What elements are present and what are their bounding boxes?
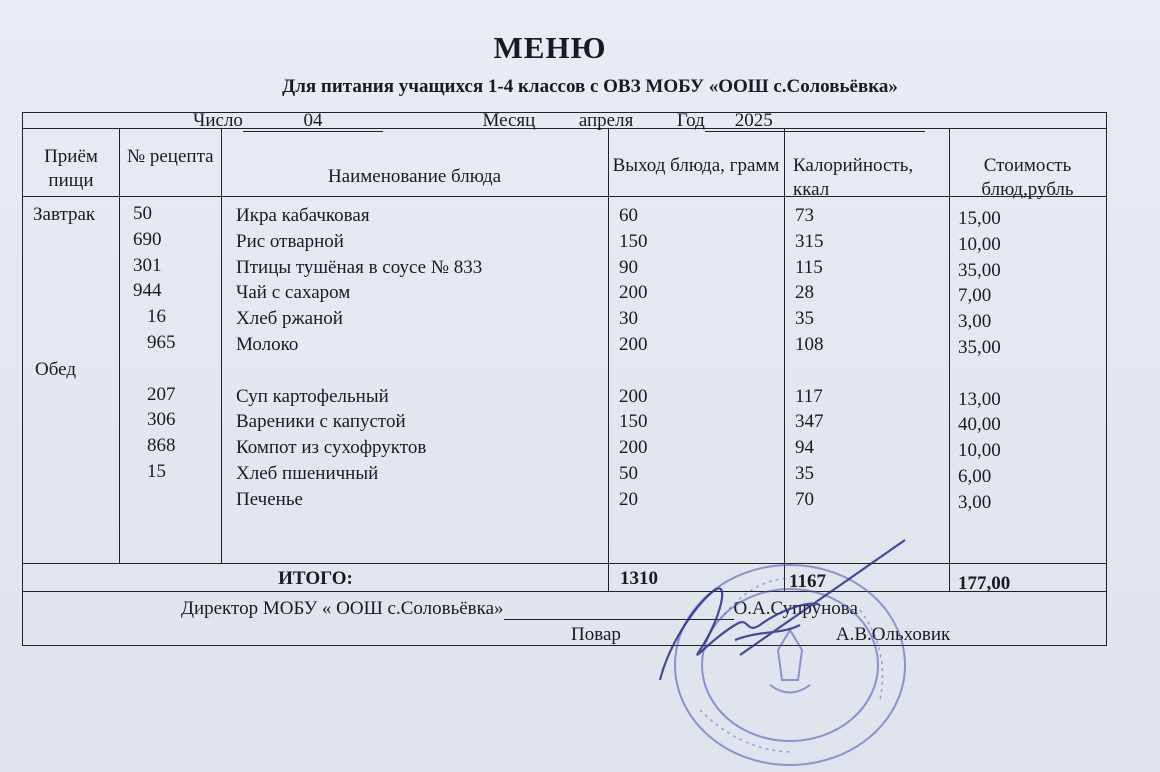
spacer (236, 358, 482, 384)
col-divider-3 (608, 128, 609, 591)
dish-calories: 108 (795, 333, 824, 355)
dish-name: Чай с сахаром (236, 282, 351, 304)
dish-cost: 13,00 (958, 388, 1001, 410)
dish-cost: 10,00 (958, 233, 1001, 255)
col-header-dish: Наименование блюда (327, 166, 502, 187)
official-stamp (640, 530, 910, 770)
dish-name: Печенье (236, 488, 303, 510)
dish-weight: 150 (619, 411, 648, 433)
dish-calories: 347 (795, 411, 824, 433)
dish-weight: 30 (619, 308, 638, 330)
cost-column (958, 206, 1001, 516)
dish-name: Птицы тушёная в соусе № 833 (236, 256, 483, 278)
dish-calories: 94 (795, 437, 814, 459)
spacer (133, 356, 176, 382)
handwritten-signature (660, 540, 905, 680)
stamp-emblem-base (770, 685, 810, 693)
dish-name: Хлеб ржаной (236, 308, 343, 330)
totals-weight: 1310 (620, 568, 658, 589)
recipe-number: 965 (147, 331, 176, 353)
year-label: Год (676, 110, 705, 131)
totals-cost: 177,00 (958, 573, 1011, 594)
recipe-number: 15 (147, 460, 166, 482)
director-name: О.А.Супрунова (733, 598, 858, 619)
dish-cost: 40,00 (958, 414, 1001, 436)
dish-cost: 6,00 (958, 465, 992, 487)
col-divider-2 (221, 128, 222, 563)
stamp-text-marks (700, 578, 883, 752)
calories-column (795, 203, 824, 513)
dish-cost: 35,00 (958, 336, 1001, 358)
director-label: Директор МОБУ « ООШ с.Соловьёвка» (181, 598, 504, 619)
col-header-cost: Стоимость блюд,рубль (981, 155, 1074, 200)
dish-calories: 115 (795, 256, 823, 278)
dish-weight: 90 (619, 256, 638, 278)
weight-column (619, 203, 648, 513)
dish-name: Компот из сухофруктов (236, 437, 427, 459)
dish-name: Хлеб пшеничный (236, 462, 379, 484)
dish-cost: 7,00 (958, 285, 992, 307)
recipe-number: 301 (133, 254, 162, 276)
recipe-number: 944 (133, 280, 162, 302)
spacer (619, 358, 648, 384)
date-row (193, 110, 925, 132)
dish-calories: 117 (795, 385, 823, 407)
recipe-number: 50 (133, 203, 152, 224)
dish-calories: 35 (795, 462, 814, 484)
col-divider-1 (119, 128, 120, 563)
day-label: Число (193, 110, 243, 131)
recipe-number: 16 (147, 306, 166, 328)
month-label: Месяц (482, 110, 536, 131)
stamp-emblem (778, 630, 802, 680)
col-header-weight: Выход блюда, грамм (612, 155, 780, 176)
dish-name: Икра кабачковая (236, 205, 370, 226)
recipe-number: 306 (147, 409, 176, 431)
dish-weight: 200 (619, 333, 648, 355)
meal-lunch: Обед (35, 359, 76, 380)
col-header-meal: Приём пищи (44, 146, 98, 191)
col-divider-4 (784, 128, 785, 591)
dish-weight: 60 (619, 205, 638, 226)
cook-label: Повар (571, 624, 621, 645)
recipe-number: 690 (133, 228, 162, 250)
dish-calories: 28 (795, 282, 814, 304)
dish-cost: 15,00 (958, 208, 1001, 229)
meal-breakfast: Завтрак (33, 204, 96, 225)
menu-table (22, 112, 1107, 646)
recipe-column (133, 201, 176, 485)
dish-cost: 35,00 (958, 259, 1001, 281)
spacer (958, 361, 1001, 387)
recipe-number: 868 (147, 435, 176, 457)
dish-weight: 200 (619, 282, 648, 304)
dish-column (236, 203, 482, 513)
dish-calories: 73 (795, 205, 814, 226)
month-value: апреля (578, 110, 634, 131)
dish-calories: 35 (795, 308, 814, 330)
dish-calories: 70 (795, 488, 814, 510)
dish-weight: 20 (619, 488, 638, 510)
recipe-number: 207 (147, 383, 176, 405)
day-value: 04 (243, 110, 383, 132)
dish-name: Суп картофельный (236, 385, 389, 407)
totals-top-divider (23, 563, 1106, 564)
stamp-inner-ring (702, 589, 878, 741)
dish-weight: 200 (619, 385, 648, 407)
dish-name: Вареники с капустой (236, 411, 406, 433)
totals-label: ИТОГО: (278, 568, 353, 589)
dish-weight: 50 (619, 462, 638, 484)
cook-name: А.В.Ольховик (835, 624, 951, 645)
dish-name: Рис отварной (236, 230, 344, 252)
dish-cost: 3,00 (958, 491, 992, 513)
dish-calories: 315 (795, 230, 824, 252)
year-value: 2025 (705, 110, 925, 132)
page-title: МЕНЮ (493, 30, 607, 65)
col-header-recipe: № рецепта (127, 146, 214, 167)
totals-bottom-divider (23, 591, 1106, 592)
totals-calories: 1167 (789, 571, 826, 592)
dish-weight: 150 (619, 230, 648, 252)
dish-weight: 200 (619, 437, 648, 459)
spacer (795, 358, 824, 384)
col-header-calories: Калорийность, ккал (793, 155, 914, 200)
dish-cost: 10,00 (958, 440, 1001, 462)
page-subtitle: Для питания учащихся 1-4 классов с ОВЗ МОБУ «ООШ с.Соловьёвка» (282, 76, 898, 97)
dish-cost: 3,00 (958, 311, 992, 333)
dish-name: Молоко (236, 333, 299, 355)
